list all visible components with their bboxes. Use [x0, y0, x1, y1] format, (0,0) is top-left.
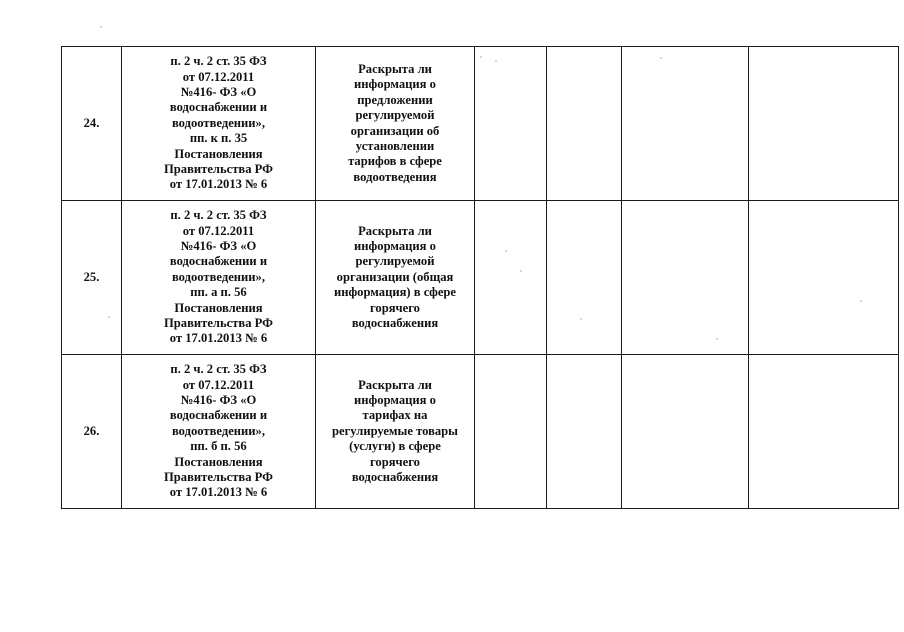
answer-cell — [749, 201, 899, 355]
scan-speck — [108, 316, 110, 318]
scan-speck — [100, 26, 102, 28]
question-line: регулируемой — [355, 108, 435, 123]
scan-speck — [505, 250, 507, 252]
question-line: организации (общая — [336, 269, 454, 284]
legal-reference-line: Правительства РФ — [164, 470, 273, 485]
question-line: водоснабжения — [351, 470, 439, 485]
question-line: тарифах на — [362, 408, 428, 423]
legal-reference-line: Постановления — [174, 300, 263, 315]
legal-reference-line: от 07.12.2011 — [182, 69, 255, 84]
question-line: горячего — [370, 300, 420, 315]
scan-speck — [860, 300, 862, 302]
legal-reference-line: Правительства РФ — [164, 162, 273, 177]
question-line: предложении — [357, 92, 433, 107]
legal-reference-line: Постановления — [174, 454, 263, 469]
legal-reference-line: от 17.01.2013 № 6 — [169, 485, 268, 500]
answer-cell — [475, 355, 547, 509]
question-line: Раскрыта ли — [358, 61, 432, 76]
question-line: Раскрыта ли — [358, 223, 432, 238]
legal-reference-line: №416- ФЗ «О — [180, 84, 257, 99]
question-cell — [316, 355, 475, 509]
legal-reference-line: водоснабжении и — [169, 408, 268, 423]
answer-cell — [622, 201, 749, 355]
question-line: установлении — [355, 138, 435, 153]
row-number: 24. — [62, 47, 122, 201]
legal-reference-line: от 07.12.2011 — [182, 223, 255, 238]
scan-speck — [580, 318, 582, 320]
answer-cell — [749, 47, 899, 201]
question-line: информация) в сфере — [333, 285, 457, 300]
legal-reference-line: водоотведении», — [171, 115, 266, 130]
row-number: 26. — [62, 355, 122, 509]
question-line: Раскрыта ли — [358, 377, 432, 392]
question-line: (услуги) в сфере — [349, 439, 441, 454]
legal-reference-line: пп. а п. 56 — [190, 285, 247, 300]
table-body — [62, 47, 899, 509]
scan-speck — [480, 56, 482, 58]
legal-reference-line: водоотведении», — [171, 269, 266, 284]
legal-reference-line: №416- ФЗ «О — [180, 238, 257, 253]
question-cell — [316, 201, 475, 355]
question-line: регулируемой — [355, 254, 435, 269]
scan-speck — [716, 338, 718, 340]
answer-cell — [547, 355, 622, 509]
legal-reference-line: водоотведении», — [171, 423, 266, 438]
answer-cell — [475, 47, 547, 201]
legal-reference-line: п. 2 ч. 2 ст. 35 ФЗ — [170, 54, 267, 69]
question-line: тарифов в сфере — [348, 154, 442, 169]
table-row — [62, 201, 899, 355]
question-line: информация о — [354, 238, 436, 253]
legal-reference-cell — [122, 47, 316, 201]
question-line: регулируемые товары — [331, 423, 459, 438]
legal-reference-cell — [122, 355, 316, 509]
row-number: 25. — [62, 201, 122, 355]
legal-reference-line: от 17.01.2013 № 6 — [169, 331, 268, 346]
legal-reference-line: от 17.01.2013 № 6 — [169, 177, 268, 192]
legal-reference-line: пп. б п. 56 — [190, 439, 247, 454]
legal-reference-line: пп. к п. 35 — [189, 131, 248, 146]
question-line: водоотведения — [353, 169, 437, 184]
legal-reference-line: водоснабжении и — [169, 254, 268, 269]
legal-reference-line: Постановления — [174, 146, 263, 161]
question-cell — [316, 47, 475, 201]
inspection-checklist-table — [61, 46, 899, 509]
legal-reference-line: п. 2 ч. 2 ст. 35 ФЗ — [170, 208, 267, 223]
legal-reference-line: №416- ФЗ «О — [180, 392, 257, 407]
answer-cell — [622, 47, 749, 201]
scan-speck — [660, 57, 662, 59]
scan-speck — [520, 270, 522, 272]
question-line: горячего — [370, 454, 420, 469]
answer-cell — [547, 47, 622, 201]
question-line: информация о — [354, 392, 436, 407]
answer-cell — [622, 355, 749, 509]
answer-cell — [475, 201, 547, 355]
answer-cell — [749, 355, 899, 509]
legal-reference-line: Правительства РФ — [164, 316, 273, 331]
question-line: организации об — [350, 123, 440, 138]
legal-reference-line: п. 2 ч. 2 ст. 35 ФЗ — [170, 362, 267, 377]
question-line: информация о — [354, 77, 436, 92]
legal-reference-cell — [122, 201, 316, 355]
legal-reference-line: водоснабжении и — [169, 100, 268, 115]
question-line: водоснабжения — [351, 316, 439, 331]
table-row — [62, 47, 899, 201]
legal-reference-line: от 07.12.2011 — [182, 377, 255, 392]
table-row — [62, 355, 899, 509]
scan-speck — [495, 60, 497, 62]
answer-cell — [547, 201, 622, 355]
